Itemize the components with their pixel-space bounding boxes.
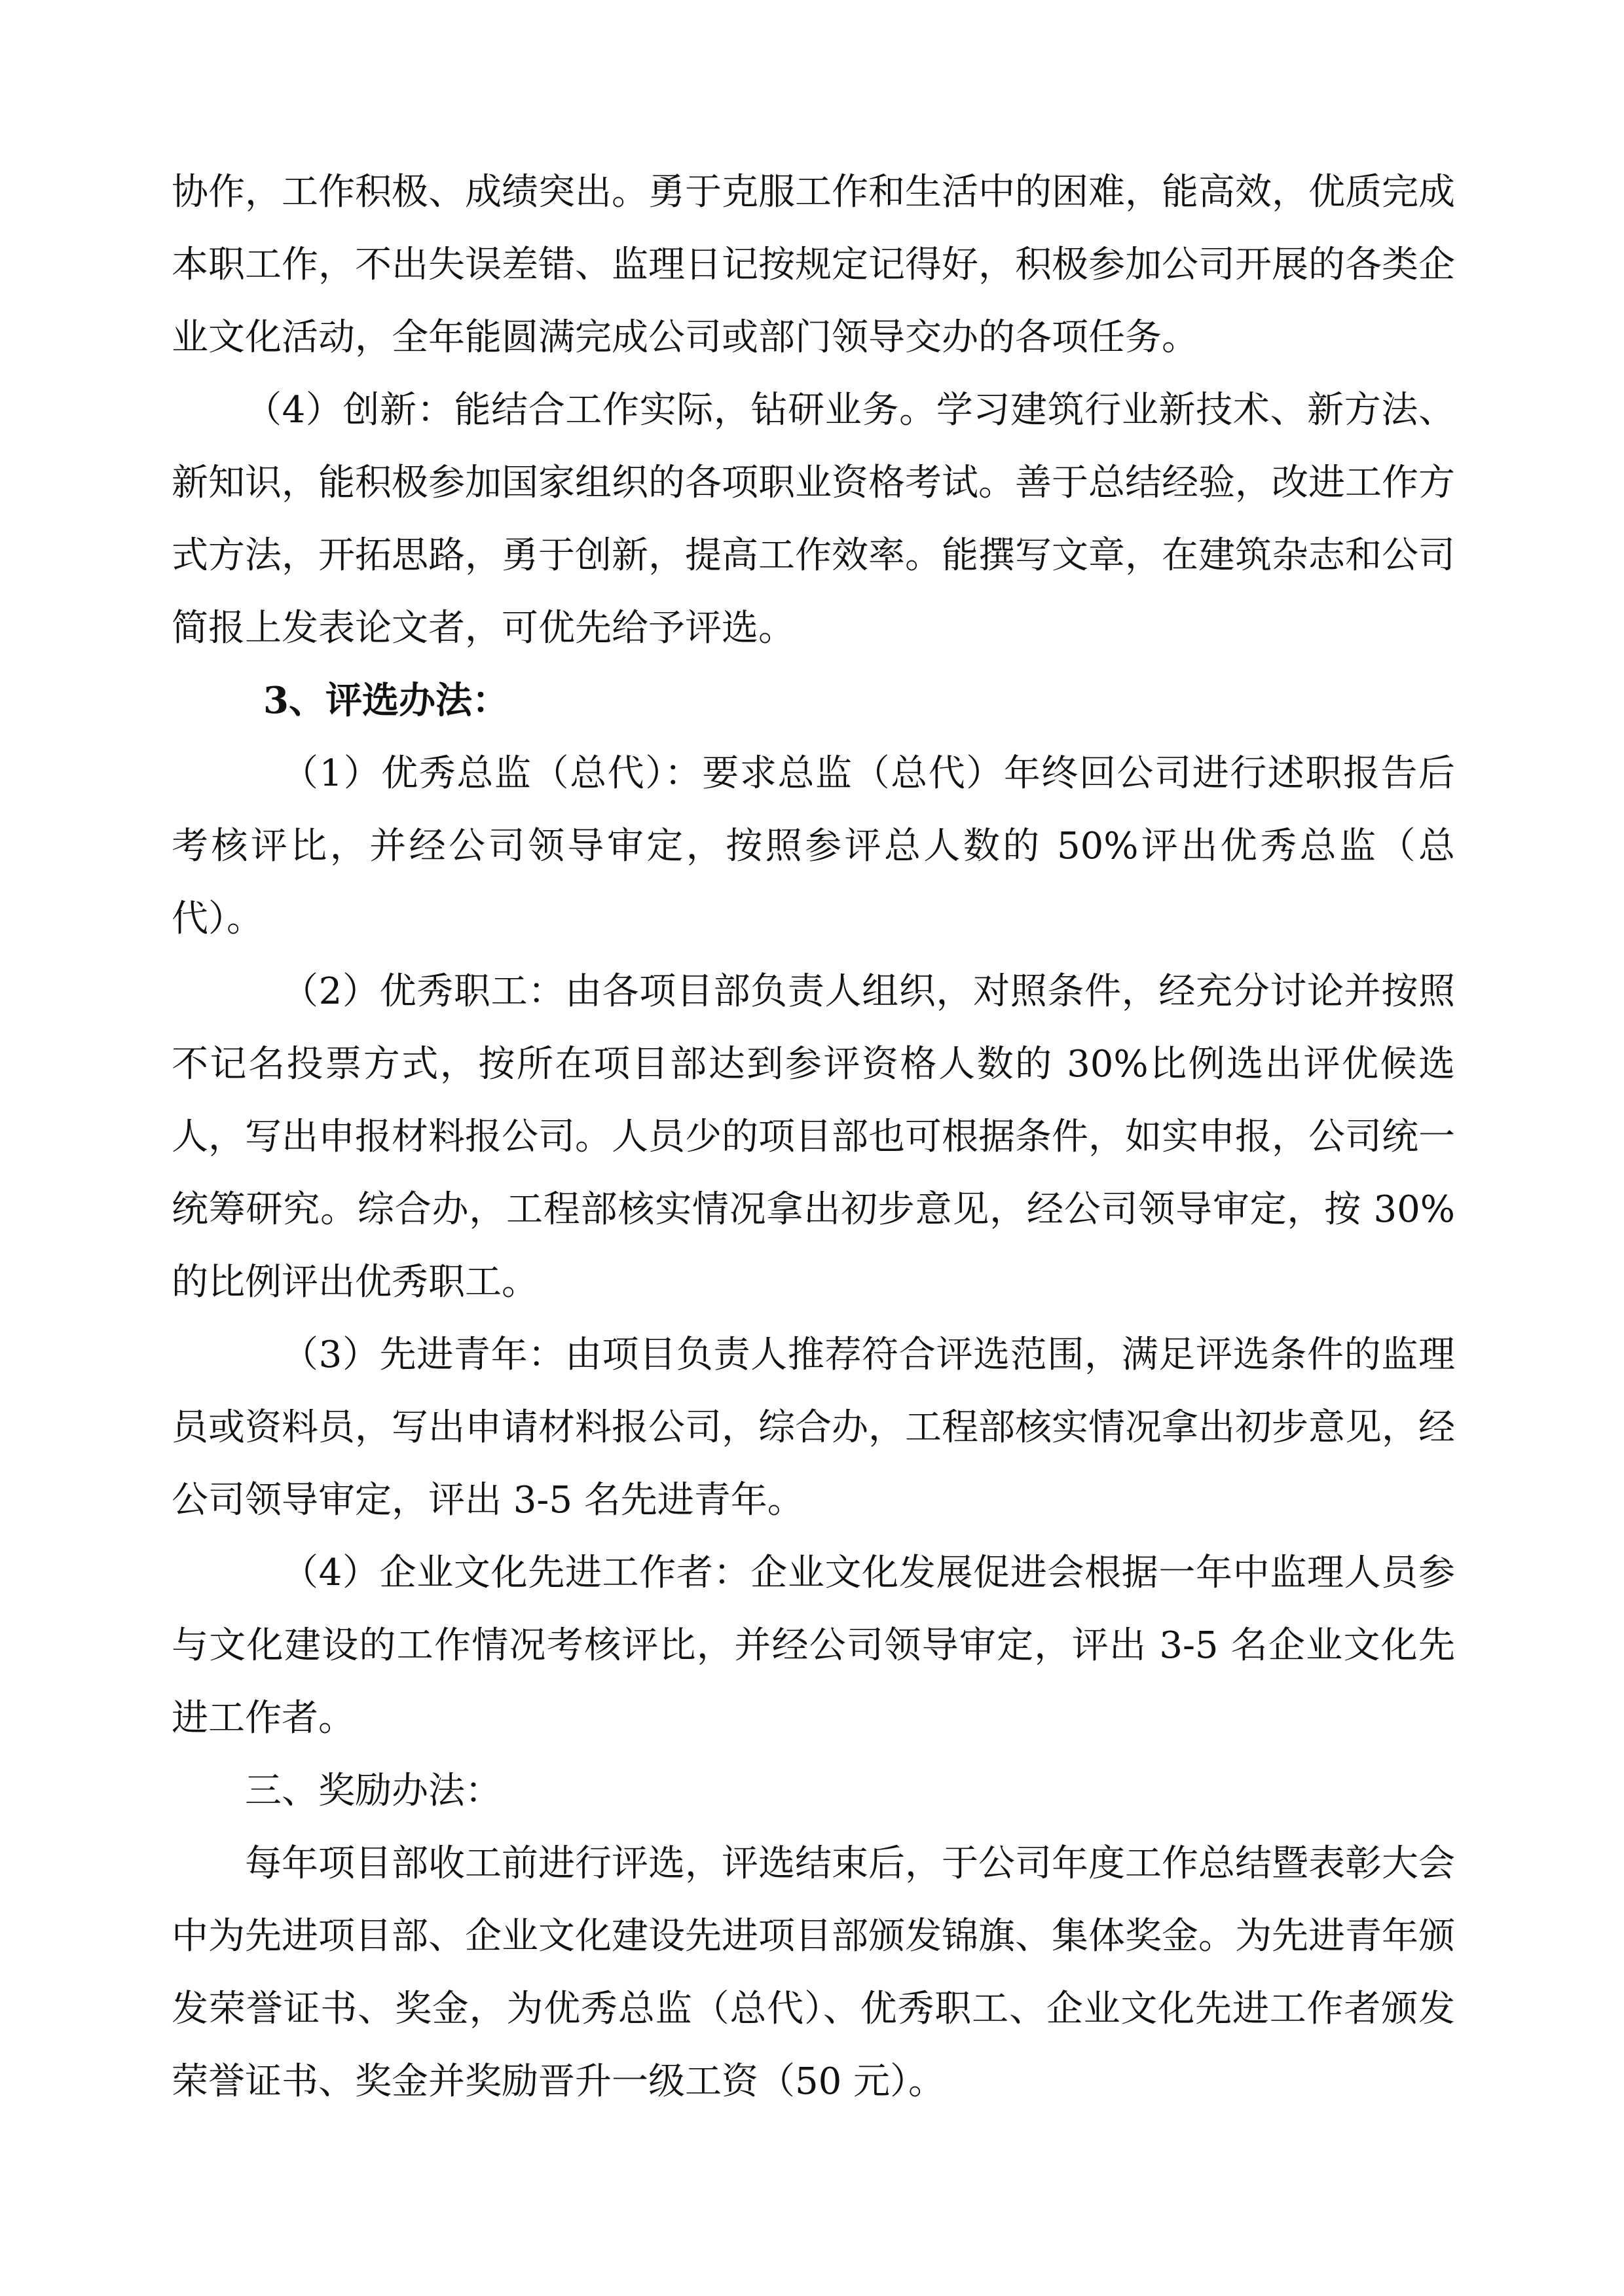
paragraph-continued: 协作，工作积极、成绩突出。勇于克服工作和生活中的困难，能高效，优质完成本职工作，不出失误差错、监理日记按规定记得好，积极参加公司开展的各类企业文化活动，全年能圆满完成公司或部门领导交办的各项任务。 xyxy=(172,171,1455,359)
section-heading-reward-method: 三、奖励办法： xyxy=(245,1770,502,1812)
paragraph-innovation: （4）创新：能结合工作实际，钻研业务。学习建筑行业新技术、新方法、新知识，能积极参加国家组织的各项职业资格考试。善于总结经验，改进工作方式方法，开拓思路，勇于创新，提高工作效率。能撰写文章，在建筑杂志和公司简报上发表论文者，可优先给予评选。 xyxy=(172,389,1455,649)
section-heading-selection-method: 3、评选办法： xyxy=(263,679,509,722)
paragraph-reward-details: 每年项目部收工前进行评选，评选结束后，于公司年度工作总结暨表彰大会中为先进项目部、企业文化建设先进项目部颁发锦旗、集体奖金。为先进青年颁发荣誉证书、奖金，为优秀总监（总代）、优秀职工、企业文化先进工作者颁发荣誉证书、奖金并奖励晋升一级工资（50 元）。 xyxy=(172,1842,1455,2103)
document-body xyxy=(172,156,1455,2118)
paragraph-advanced-youth: （3）先进青年：由项目负责人推荐符合评选范围，满足评选条件的监理员或资料员，写出申请材料报公司，综合办，工程部核实情况拿出初步意见，经公司领导审定，评出 3-5 名先进青年。 xyxy=(172,1334,1455,1522)
paragraph-excellent-director: （1）优秀总监（总代）：要求总监（总代）年终回公司进行述职报告后考核评比，并经公司领导审定，按照参评总人数的 50%评出优秀总监（总代）。 xyxy=(172,752,1455,940)
paragraph-excellent-staff: （2）优秀职工：由各项目部负责人组织，对照条件，经充分讨论并按照不记名投票方式，按所在项目部达到参评资格人数的 30%比例选出评优候选人，写出申报材料报公司。人员少的项目部也可根据条件，如实申报，公司统一统筹研究。综合办，工程部核实情况拿出初步意见，经公司领导审定，按 30%的比例评出优秀职工。 xyxy=(172,970,1455,1303)
paragraph-culture-worker: （4）企业文化先进工作者：企业文化发展促进会根据一年中监理人员参与文化建设的工作情况考核评比，并经公司领导审定，评出 3-5 名企业文化先进工作者。 xyxy=(172,1552,1455,1740)
